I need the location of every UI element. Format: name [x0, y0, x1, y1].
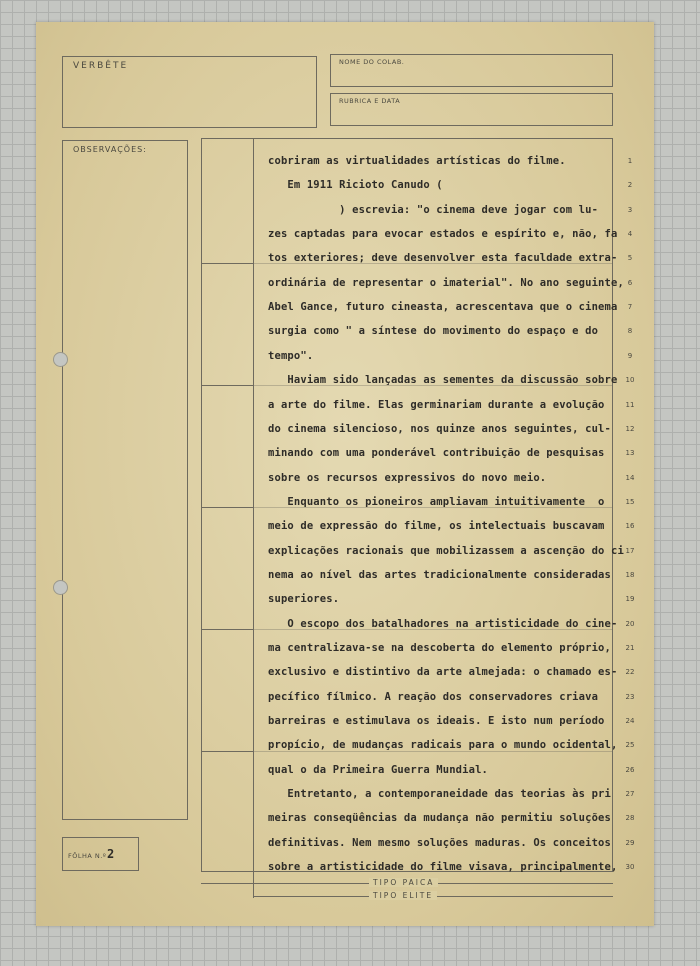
- nome-colab-label: NOME DO COLAB.: [339, 58, 405, 66]
- verbete-label: VERBÊTE: [73, 61, 129, 71]
- text-line: sobre a artisticidade do filme visava, principalmente,: [268, 861, 618, 874]
- line-number: 22: [625, 668, 635, 677]
- text-line: definitivas. Nem mesmo soluções maduras. Os conceitos: [268, 836, 611, 849]
- rubrica-data-label: RUBRICA E DATA: [339, 97, 401, 105]
- text-line: barreiras e estimulava os ideais. E isto num período: [268, 715, 605, 728]
- text-line: Abel Gance, futuro cineasta, acrescentava que o cinema: [268, 301, 618, 314]
- line-number: 20: [625, 619, 635, 628]
- observacoes-label: OBSERVAÇÕES:: [73, 145, 147, 154]
- line-number: 3: [627, 205, 633, 214]
- text-line: pecífico fílmico. A reação dos conservadores criava: [268, 690, 599, 703]
- section-line-4: [201, 629, 254, 630]
- text-line: tempo".: [268, 349, 314, 362]
- section-line-5: [201, 751, 254, 752]
- tipo-elite-label: TIPO ELITE: [369, 891, 437, 900]
- nome-colab-box: [330, 54, 613, 87]
- text-line: qual o da Primeira Guerra Mundial.: [268, 763, 489, 776]
- line-number: 10: [625, 376, 635, 385]
- text-line: cobriram as virtualidades artísticas do filme.: [268, 155, 566, 167]
- line-number: 16: [625, 522, 635, 531]
- text-line: exclusivo e distintivo da arte almejada: o chamado es-: [268, 666, 618, 679]
- text-line: nema ao nível das artes tradicionalmente consideradas: [268, 568, 611, 581]
- typewritten-form-sheet: [36, 22, 654, 926]
- text-line: superiores.: [268, 593, 340, 606]
- text-line: ) escrevia: "o cinema deve jogar com lu-: [268, 203, 599, 216]
- line-number: 4: [627, 230, 633, 239]
- line-number: 13: [625, 449, 635, 458]
- line-number: 12: [625, 424, 635, 433]
- rubrica-data-box: [330, 93, 613, 126]
- line-number: 21: [625, 644, 635, 652]
- line-number: 14: [625, 473, 635, 482]
- line-number: 19: [625, 595, 635, 604]
- line-number: 26: [625, 765, 635, 774]
- line-number: 18: [625, 570, 635, 579]
- folha-box: [62, 837, 139, 871]
- line-number: 30: [625, 863, 635, 872]
- text-line: minando com uma ponderável contribuição de pesquisas: [268, 447, 605, 460]
- section-line-1: [201, 263, 254, 264]
- line-number: 7: [627, 303, 633, 312]
- text-line: surgia como " a síntese do movimento do espaço e do: [268, 325, 599, 338]
- line-number: 24: [625, 717, 635, 726]
- line-number: 5: [627, 254, 633, 263]
- text-line: sobre os recursos expressivos do novo meio.: [268, 471, 547, 484]
- verbete-box: [62, 56, 317, 128]
- line-number: 2: [627, 181, 633, 190]
- text-line: ordinária de representar o imaterial". No ano seguinte,: [268, 276, 624, 289]
- punch-hole-top: [53, 352, 68, 367]
- margin-divider-line: [253, 138, 254, 898]
- line-number: 11: [625, 400, 635, 409]
- section-line-3: [201, 507, 254, 508]
- line-number: 23: [625, 692, 635, 701]
- text-line: Enquanto os pioneiros ampliavam intuitivamente o: [268, 495, 605, 508]
- tipo-paica-label: TIPO PAICA: [369, 878, 438, 887]
- line-number: 29: [625, 838, 635, 847]
- observacoes-box: [62, 140, 188, 820]
- line-number: 9: [627, 351, 633, 360]
- text-line: Entretanto, a contemporaneidade das teorias às pri: [268, 788, 611, 801]
- folha-number: 2: [107, 847, 115, 861]
- line-number: 15: [625, 497, 635, 506]
- line-number: 6: [627, 278, 633, 287]
- text-line: a arte do filme. Elas germinariam durante a evolução: [268, 398, 605, 411]
- section-line-2: [201, 385, 254, 386]
- line-number: 8: [627, 327, 633, 336]
- text-line: O escopo dos batalhadores na artisticidade do cine-: [268, 617, 618, 630]
- text-line: explicações racionais que mobilizassem a ascenção do ci: [268, 544, 624, 557]
- text-line: zes captadas para evocar estados e espírito e, não, fa: [268, 228, 618, 241]
- line-number: 25: [625, 741, 635, 750]
- line-number: 28: [625, 814, 635, 823]
- text-line: ma centralizava-se na descoberta do elemento próprio,: [268, 642, 611, 654]
- text-line: propício, de mudanças radicais para o mundo ocidental,: [268, 739, 618, 752]
- line-number: 17: [625, 546, 635, 555]
- folha-label: FÔLHA N.º: [68, 852, 107, 860]
- text-line: Em 1911 Ricioto Canudo (: [268, 179, 443, 192]
- text-line: do cinema silencioso, nos quinze anos seguintes, cul-: [268, 422, 611, 435]
- text-line: Haviam sido lançadas as sementes da discussão sobre: [268, 374, 618, 387]
- text-line: meio de expressão do filme, os intelectuais buscavam: [268, 520, 605, 533]
- line-number: 1: [627, 157, 633, 165]
- punch-hole-bottom: [53, 580, 68, 595]
- text-line: meiras conseqüências da mudança não permitiu soluções: [268, 812, 611, 825]
- text-line: tos exteriores; deve desenvolver esta faculdade extra-: [268, 252, 618, 265]
- line-number: 27: [625, 790, 635, 799]
